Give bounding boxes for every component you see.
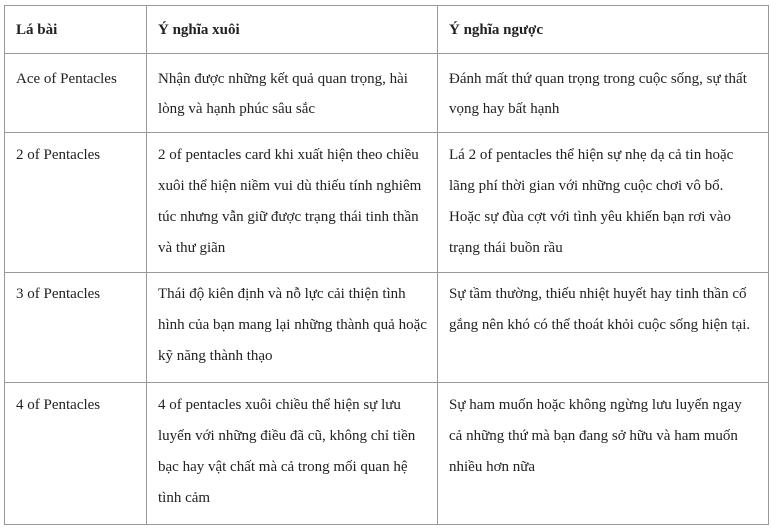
cell-card: 3 of Pentacles [5, 273, 147, 383]
cell-card: Ace of Pentacles [5, 54, 147, 133]
table-row [5, 54, 769, 133]
cell-upright: Thái độ kiên định và nỗ lực cải thiện tình hình của bạn mang lại những thành quả hoặc kỹ năng thành thạo [147, 273, 438, 383]
cell-card: 4 of Pentacles [5, 383, 147, 525]
cell-reversed: Lá 2 of pentacles thể hiện sự nhẹ dạ cả tin hoặc lãng phí thời gian với những cuộc chơi vô bổ. Hoặc sự đùa cợt với tình yêu khiến bạn rơi vào trạng thái buồn rầu [438, 133, 769, 273]
cell-reversed: Sự tầm thường, thiếu nhiệt huyết hay tinh thần cố gắng nên khó có thể thoát khỏi cuộc sống hiện tại. [438, 273, 769, 383]
tarot-meaning-table [4, 5, 769, 525]
cell-reversed: Sự ham muốn hoặc không ngừng lưu luyến ngay cả những thứ mà bạn đang sở hữu và ham muốn nhiều hơn nữa [438, 383, 769, 525]
table-row [5, 133, 769, 273]
table-row [5, 383, 769, 525]
cell-upright: Nhận được những kết quả quan trọng, hài lòng và hạnh phúc sâu sắc [147, 54, 438, 133]
header-upright: Ý nghĩa xuôi [147, 6, 438, 54]
cell-card: 2 of Pentacles [5, 133, 147, 273]
table-header-row [5, 6, 769, 54]
cell-upright: 2 of pentacles card khi xuất hiện theo chiều xuôi thể hiện niềm vui dù thiếu tính nghiêm túc nhưng vẫn giữ được trạng thái tinh thần và thư giãn [147, 133, 438, 273]
header-card: Lá bài [5, 6, 147, 54]
table-row [5, 273, 769, 383]
cell-upright: 4 of pentacles xuôi chiều thể hiện sự lưu luyến với những điều đã cũ, không chỉ tiền bạc hay vật chất mà cả trong mối quan hệ tình cảm [147, 383, 438, 525]
header-reversed: Ý nghĩa ngược [438, 6, 769, 54]
cell-reversed: Đánh mất thứ quan trọng trong cuộc sống, sự thất vọng hay bất hạnh [438, 54, 769, 133]
